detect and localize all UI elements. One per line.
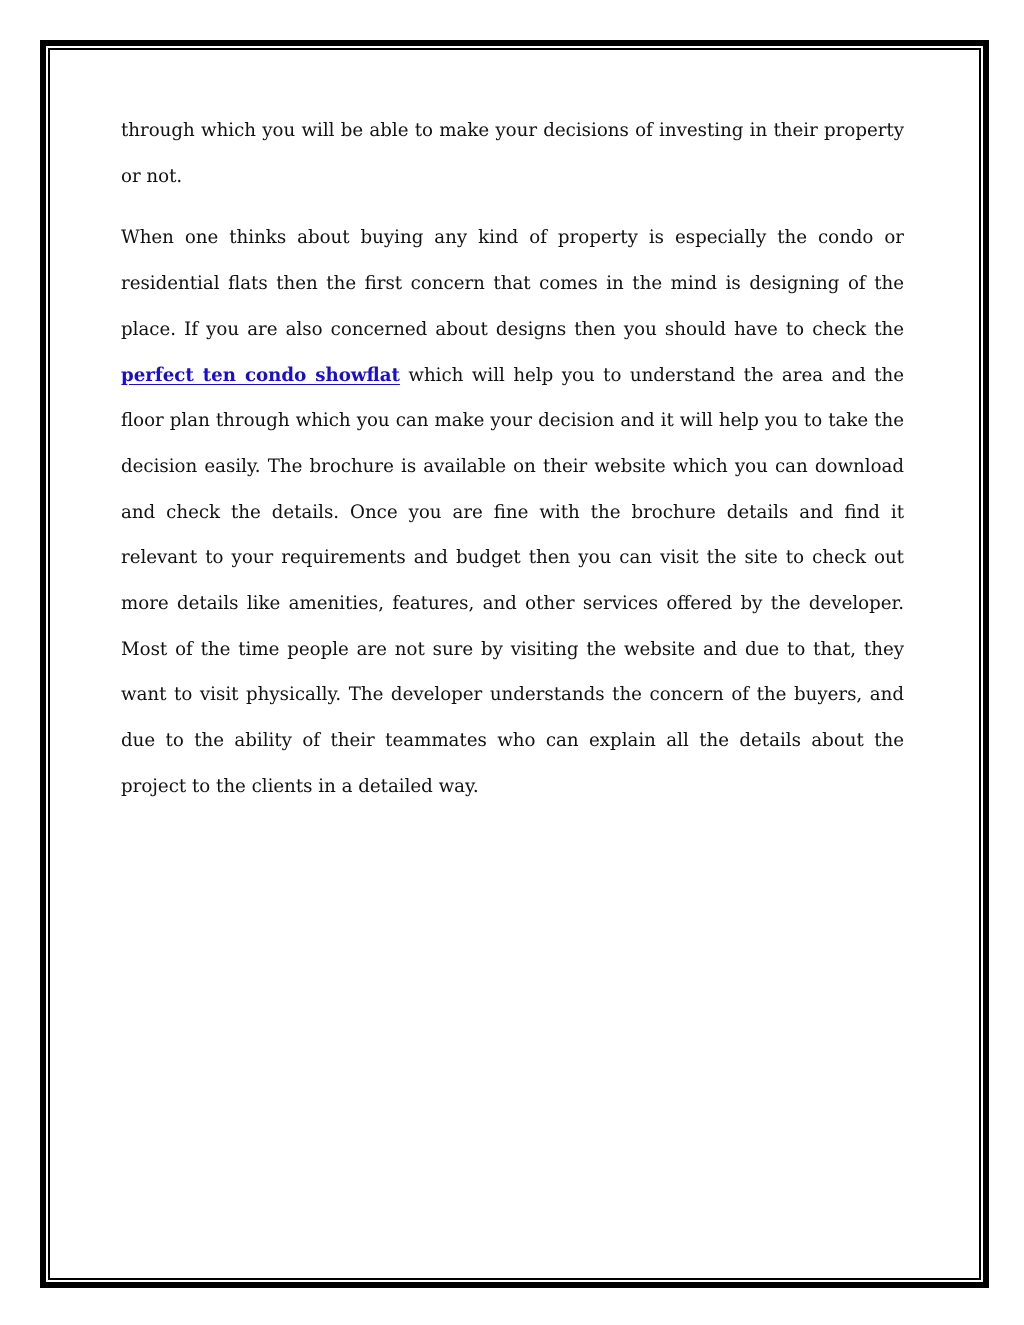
paragraph-1: through which you will be able to make your decisions of investing in their property or not. xyxy=(121,120,904,187)
paragraph-2-text-before-link: When one thinks about buying any kind of property is especially the condo or residential flats then the first concern that comes in the mind is designing of the place. If you are also concerned about designs then you should have to check the xyxy=(121,227,904,340)
perfect-ten-condo-showflat-link[interactable]: perfect ten condo showflat xyxy=(121,364,400,386)
paragraph-2 xyxy=(121,215,904,809)
paragraph-2-text-after-link: which will help you to understand the area and the floor plan through which you can make your decision and it will help you to take the decision easily. The brochure is available on their website which you can download and check the details. Once you are fine with the brochure details and find it relevant to your requirements and budget then you can visit the site to check out more details like amenities, features, and other services offered by the developer. Most of the time people are not sure by visiting the website and due to that, they want to visit physically. The developer understands the concern of the buyers, and due to the ability of their teammates who can explain all the details about the project to the clients in a detailed way. xyxy=(121,364,904,797)
document-body xyxy=(121,108,904,810)
